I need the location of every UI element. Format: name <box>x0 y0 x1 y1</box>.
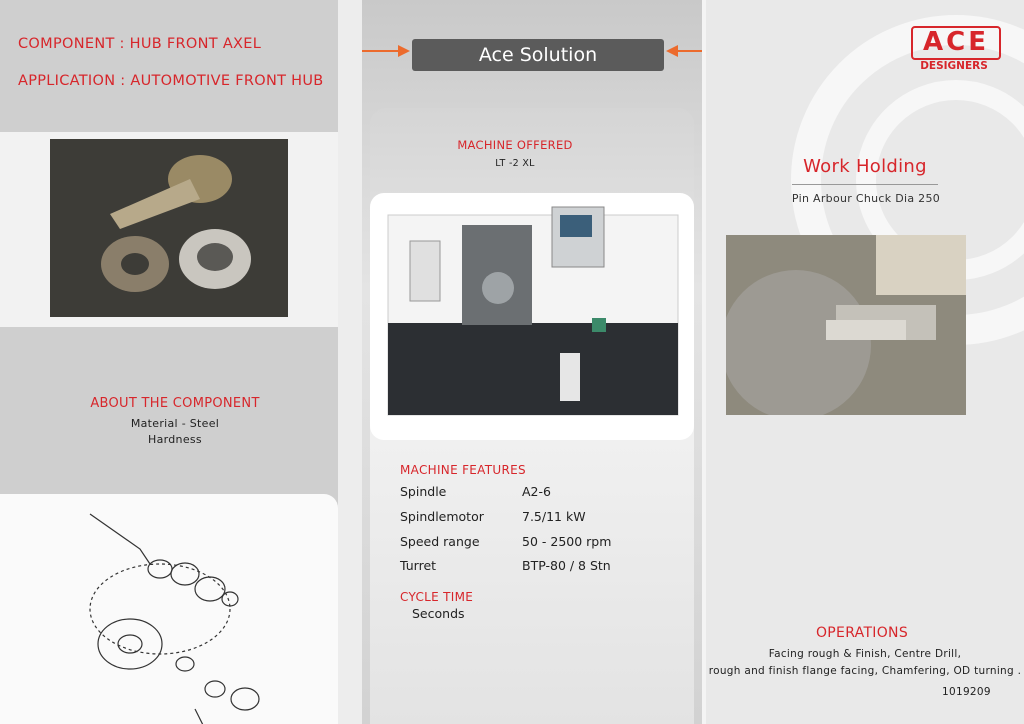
feature-speed-value: 50 - 2500 rpm <box>522 534 612 549</box>
ace-solution-banner: Ace Solution <box>412 39 664 71</box>
operations-line1: Facing rough & Finish, Centre Drill, <box>768 648 962 660</box>
operations-title: OPERATIONS <box>815 625 909 641</box>
feature-turret-label: Turret <box>400 558 437 573</box>
application-label: APPLICATION : AUTOMOTIVE FRONT HUB <box>18 73 324 89</box>
feature-spindle-value: A2-6 <box>522 484 551 499</box>
ace-logo-sub: DESIGNERS <box>920 60 988 72</box>
left-divider <box>338 0 362 724</box>
feature-spindlemotor-value: 7.5/11 kW <box>522 509 586 524</box>
feature-speed-label: Speed range <box>400 534 480 549</box>
right-panel <box>706 0 1024 724</box>
component-label: COMPONENT : HUB FRONT AXEL <box>18 36 262 52</box>
feature-spindle-label: Spindle <box>400 484 447 499</box>
exploded-diagram <box>0 494 338 724</box>
machine-offered-title: MACHINE OFFERED <box>457 138 573 152</box>
left-arrowhead-icon <box>398 45 410 57</box>
features-title: MACHINE FEATURES <box>400 463 526 477</box>
middle-panel <box>362 0 702 724</box>
ace-logo: ACE <box>911 26 1001 60</box>
about-title: ABOUT THE COMPONENT <box>90 396 260 411</box>
machine-model: LT -2 XL <box>495 158 535 169</box>
feature-turret-value: BTP-80 / 8 Stn <box>522 558 611 573</box>
workholding-desc: Pin Arbour Chuck Dia 250 <box>791 192 941 205</box>
doc-number: 1019209 <box>942 686 991 698</box>
about-material: Material - Steel <box>130 417 220 430</box>
right-arrow-icon <box>676 50 702 52</box>
exploded-diagram-area <box>0 494 338 724</box>
workholding-photo <box>726 235 966 415</box>
workholding-underline <box>792 184 938 185</box>
machine-photo <box>370 193 694 440</box>
cycle-value: Seconds <box>412 606 465 621</box>
cycle-title: CYCLE TIME <box>400 590 474 604</box>
feature-spindlemotor-label: Spindlemotor <box>400 509 484 524</box>
component-photo-area <box>0 132 338 327</box>
operations-line2: rough and finish flange facing, Chamfering, OD turning . <box>708 665 1022 677</box>
component-photo <box>50 139 288 317</box>
about-hardness: Hardness <box>148 433 202 446</box>
left-arrow-icon <box>362 50 402 52</box>
left-panel <box>0 0 338 724</box>
workholding-title: Work Holding <box>803 156 927 177</box>
